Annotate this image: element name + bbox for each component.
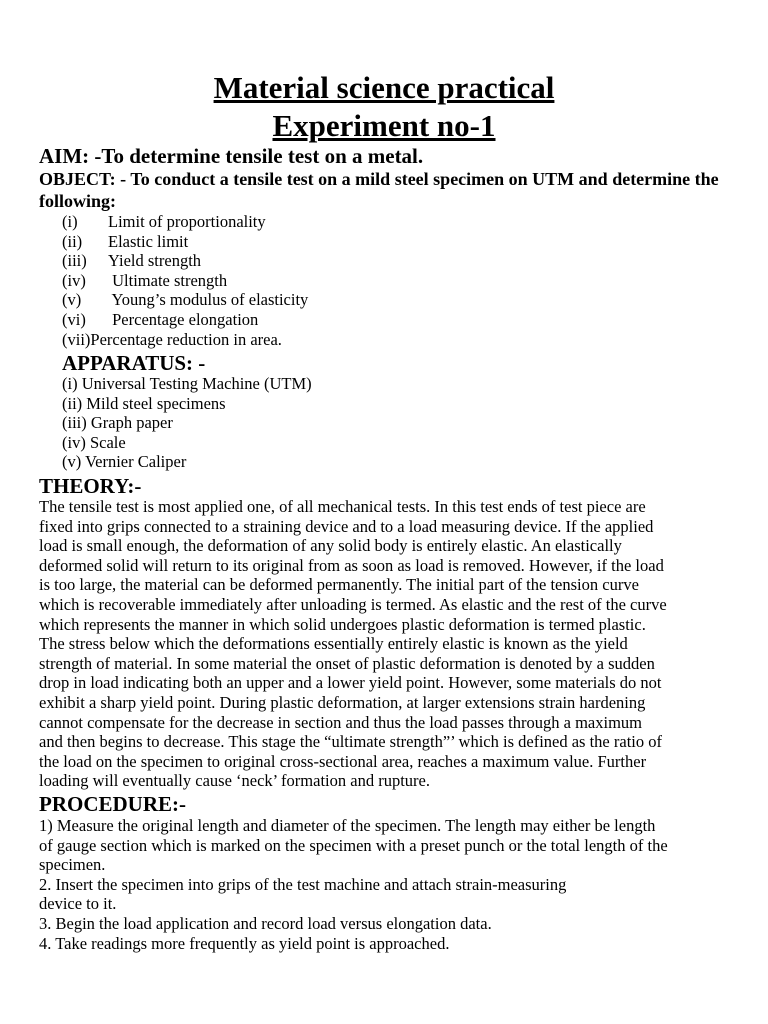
theory-heading: THEORY:- (39, 474, 142, 498)
object-text: OBJECT: - To conduct a tensile test on a mild steel specimen on UTM and determine the following: (39, 169, 719, 211)
text-line: 4. Take readings more frequently as yield point is approached. (39, 933, 450, 953)
text-line: strength of material. In some material the onset of plastic deformation is denoted by a sudden (39, 653, 655, 673)
apparatus-list (62, 374, 312, 472)
text-line: device to it. (39, 894, 117, 914)
list-item-text: Percentage elongation (108, 309, 259, 329)
list-item (62, 330, 308, 350)
list-item (62, 290, 308, 310)
text-line: deformed solid will return to its original from as soon as load is removed. However, if the load (39, 555, 664, 575)
list-item-text: Young’s modulus of elasticity (108, 290, 309, 310)
document-title: Material science practical (213, 70, 555, 105)
text-line: of gauge section which is marked on the specimen with a preset punch or the total length of the (39, 835, 668, 855)
determine-list (62, 212, 308, 349)
text-line: specimen. (39, 855, 106, 875)
text-line: 3. Begin the load application and record load versus elongation data. (39, 913, 492, 933)
list-item (62, 251, 308, 271)
text-line: which is recoverable immediately after unloading is termed. As elastic and the rest of the curve (39, 594, 667, 614)
list-item-text: Ultimate strength (108, 270, 228, 290)
text-line: loading will eventually cause ‘neck’ formation and rupture. (39, 771, 430, 791)
text-line: the load on the specimen to original cross-sectional area, reaches a maximum value. Further (39, 751, 647, 771)
apparatus-item: (ii) Mild steel specimens (62, 393, 226, 413)
list-item-number: (iii) (62, 251, 87, 271)
list-item-text: Yield strength (108, 251, 202, 271)
text-line: 1) Measure the original length and diameter of the specimen. The length may either be length (39, 816, 656, 835)
apparatus-heading: APPARATUS: - (62, 351, 206, 375)
list-item (62, 232, 308, 252)
procedure-heading: PROCEDURE:- (39, 792, 186, 816)
list-item-number: (ii) (62, 231, 83, 251)
text-line: The tensile test is most applied one, of all mechanical tests. In this test ends of test piece are (39, 497, 646, 516)
text-line: drop in load indicating both an upper and a lower yield point. However, some materials do not (39, 673, 662, 693)
experiment-title: Experiment no-1 (272, 108, 496, 143)
text-line: load is small enough, the deformation of any solid body is entirely elastic. An elastically (39, 536, 622, 556)
text-line: 2. Insert the specimen into grips of the test machine and attach strain-measuring (39, 874, 567, 894)
list-item-text: Limit of proportionality (108, 212, 266, 231)
list-item-number: (vi) (62, 309, 86, 329)
list-item (62, 310, 308, 330)
text-line: exhibit a sharp yield point. During plastic deformation, at larger extensions strain hardening (39, 692, 646, 712)
list-item-number: (i) (62, 212, 78, 231)
list-item-number: (vii) (62, 329, 91, 349)
apparatus-item: (v) Vernier Caliper (62, 452, 187, 472)
text-line: cannot compensate for the decrease in section and thus the load passes through a maximum (39, 712, 642, 732)
procedure-steps (39, 816, 668, 953)
list-item (62, 271, 308, 291)
text-line: and then begins to decrease. This stage the “ultimate strength”’ which is defined as the ratio of (39, 732, 662, 752)
text-line: is too large, the material can be deformed permanently. The initial part of the tension curve (39, 575, 639, 595)
apparatus-item: (iii) Graph paper (62, 413, 173, 433)
aim-text: AIM: -To determine tensile test on a metal. (39, 144, 424, 168)
list-item-text: Percentage reduction in area. (90, 329, 282, 349)
list-item (62, 212, 308, 232)
apparatus-item: (i) Universal Testing Machine (UTM) (62, 374, 312, 393)
list-item-text: Elastic limit (108, 231, 189, 251)
list-item-number: (iv) (62, 270, 86, 290)
text-line: The stress below which the deformations essentially entirely elastic is known as the yield (39, 634, 628, 654)
list-item-number: (v) (62, 290, 82, 310)
text-line: which represents the manner in which solid undergoes plastic deformation is termed plastic. (39, 614, 646, 634)
text-line: fixed into grips connected to a straining device and to a load measuring device. If the applied (39, 516, 654, 536)
theory-paragraph (39, 497, 667, 791)
apparatus-item: (iv) Scale (62, 432, 126, 452)
